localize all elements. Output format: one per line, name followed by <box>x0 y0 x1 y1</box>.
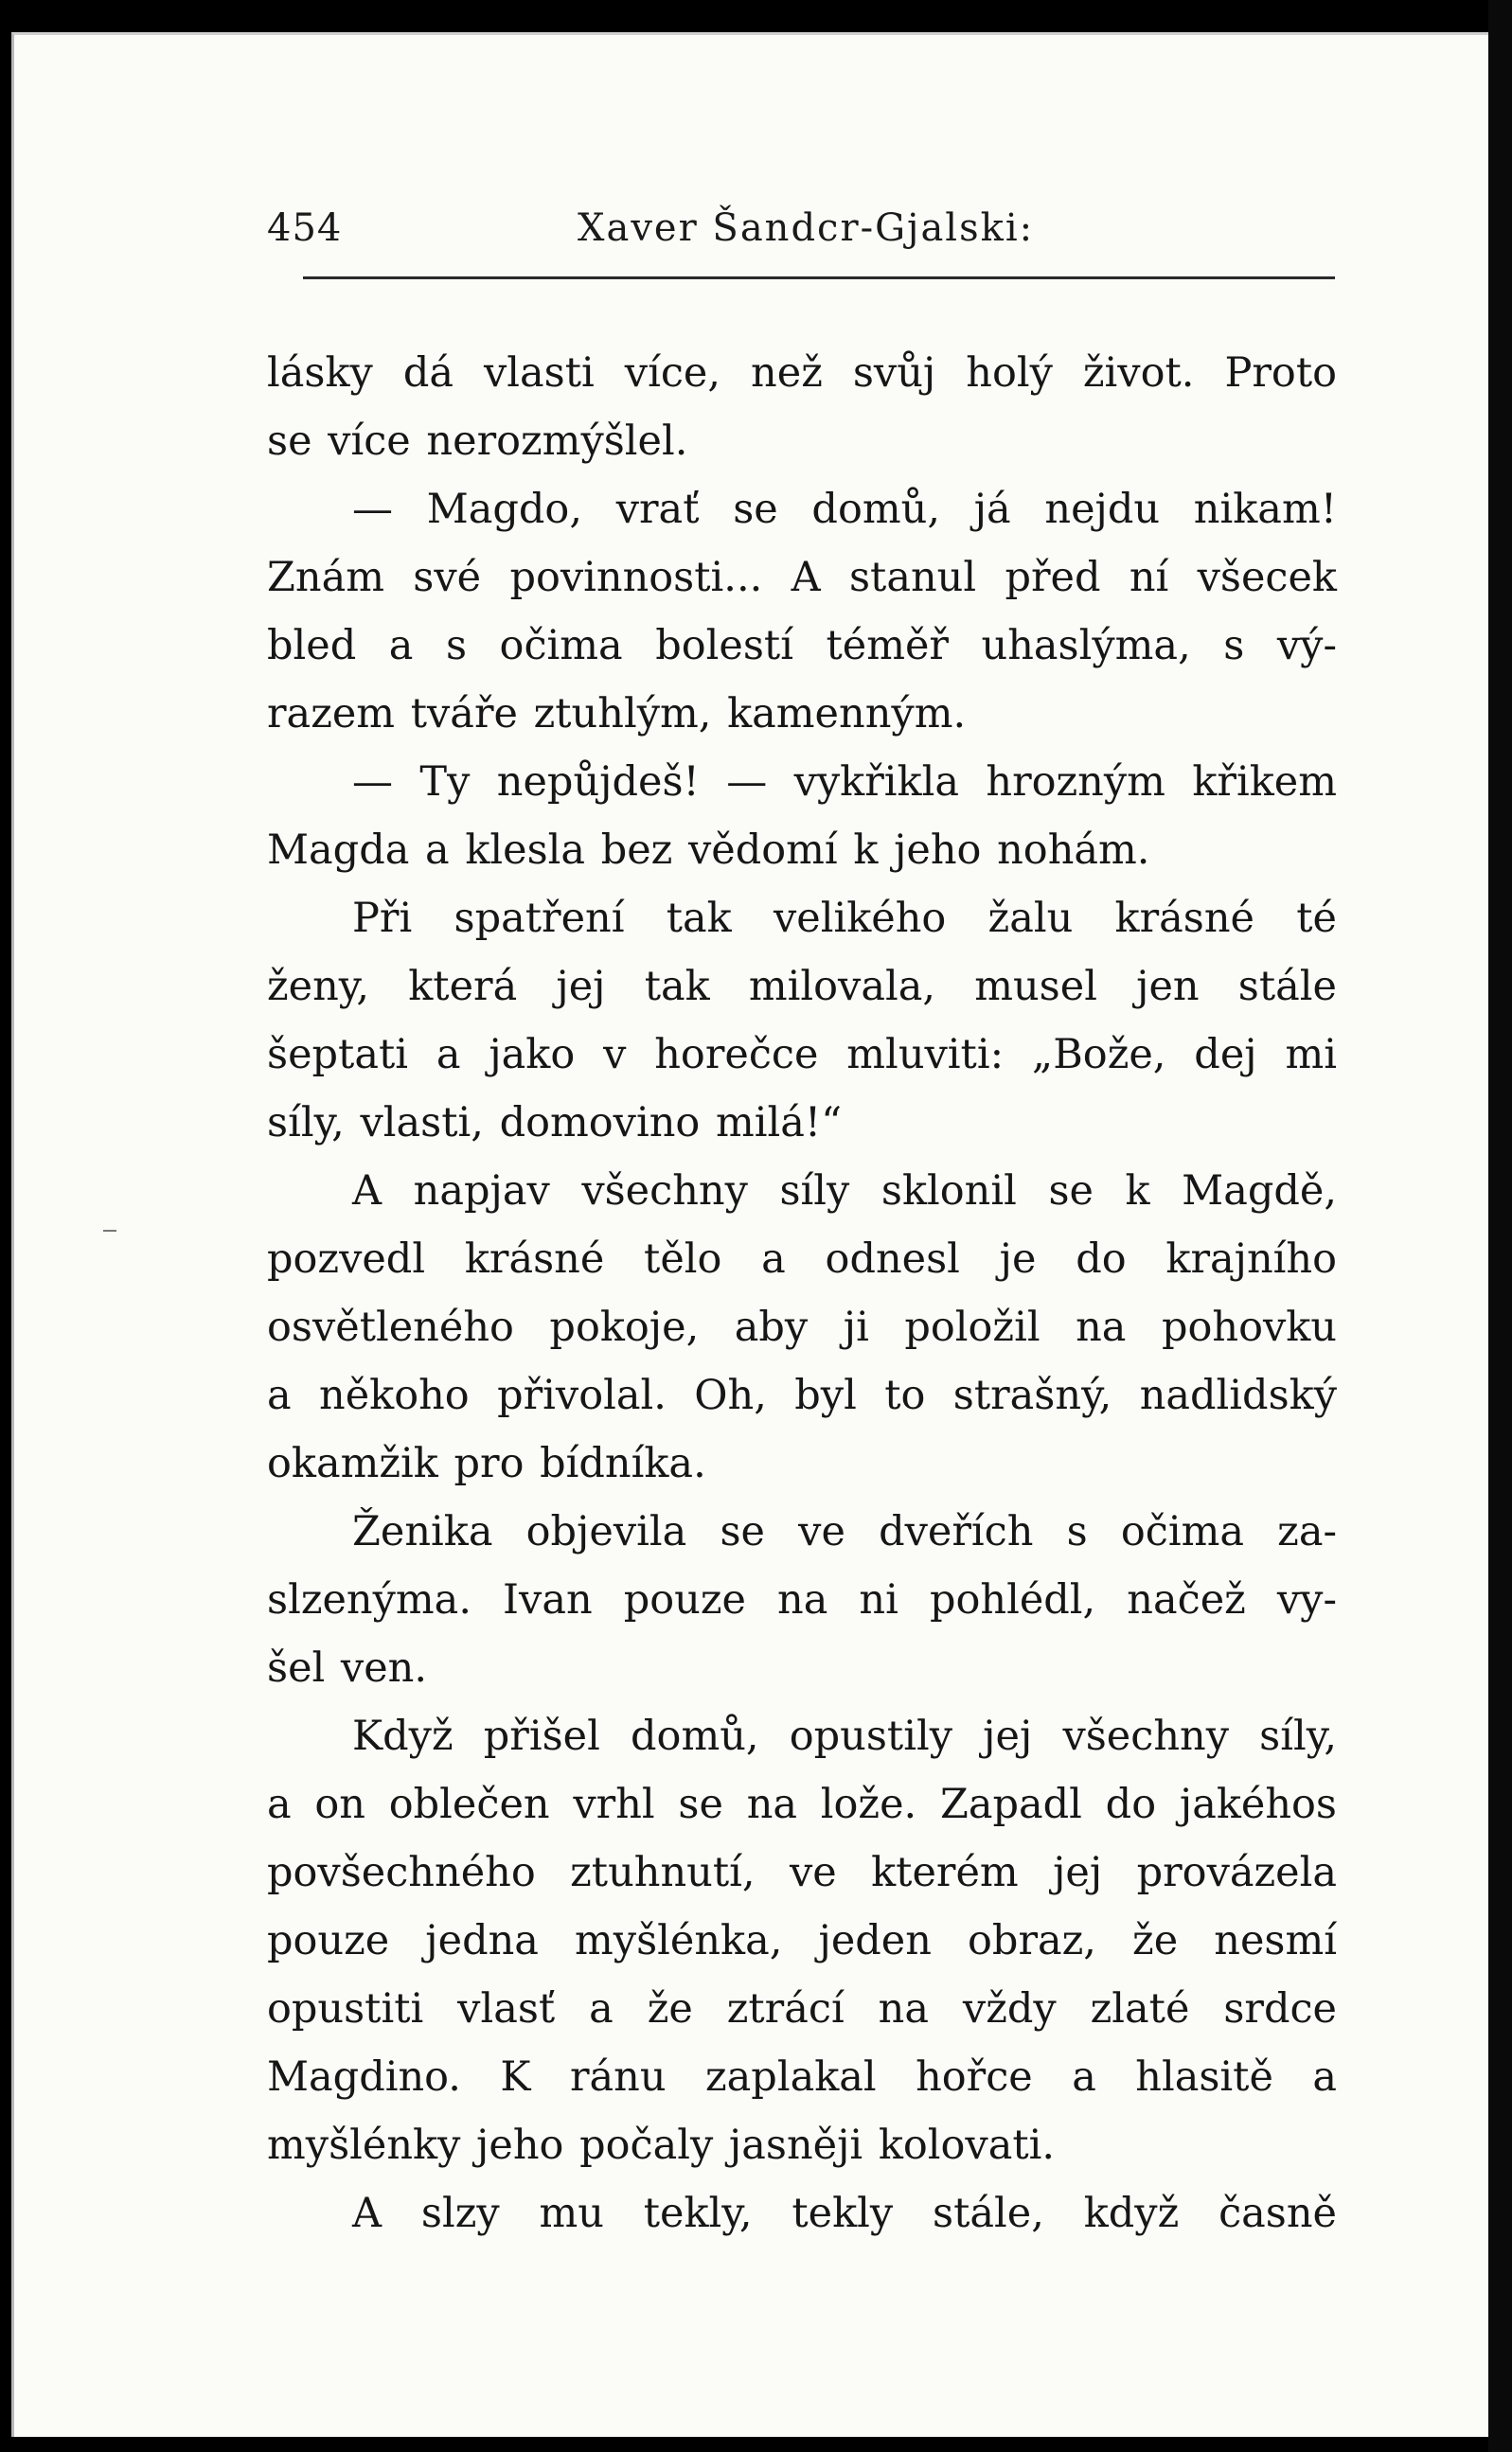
text-line: pouze jedna myšlénka, jeden obraz, že nesmí <box>267 1917 1337 1964</box>
header-rule <box>303 276 1335 279</box>
text-line: okamžik pro bídníka. <box>267 1440 706 1487</box>
text-line: osvětleného pokoje, aby ji položil na pohovku <box>267 1304 1337 1351</box>
text-line: šel ven. <box>267 1644 428 1692</box>
text-line: Magda a klesla bez vědomí k jeho nohám. <box>267 826 1150 874</box>
text-line: — Ty nepůjdeš! — vykřikla hrozným křikem <box>352 758 1337 806</box>
page-number: 454 <box>267 206 343 250</box>
text-line: síly, vlasti, domovino milá!“ <box>267 1099 843 1146</box>
text-line: povšechného ztuhnutí, ve kterém jej provázela <box>267 1849 1337 1896</box>
text-line: A slzy mu tekly, tekly stále, když časně <box>352 2190 1337 2237</box>
text-line: slzenýma. Ivan pouze na ni pohlédl, načež vy- <box>267 1576 1337 1624</box>
text-line: Ženika objevila se ve dveřích s očima za- <box>352 1508 1337 1555</box>
text-line: šeptati a jako v horečce mluviti: „Bože, dej mi <box>267 1031 1337 1078</box>
text-line: a někoho přivolal. Oh, byl to strašný, nadlidský <box>267 1372 1337 1419</box>
text-line: myšlénky jeho počaly jasněji kolovati. <box>267 2122 1056 2169</box>
running-header <box>256 206 1335 263</box>
scan-right-edge <box>1488 0 1512 2452</box>
body-text <box>267 339 1337 2248</box>
text-line: a on oblečen vrhl se na lože. Zapadl do jakéhos <box>267 1781 1337 1828</box>
text-line: Magdino. K ránu zaplakal hořce a hlasitě a <box>267 2053 1337 2101</box>
text-line: Znám své povinnosti... A stanul před ní všecek <box>267 554 1337 601</box>
scan-speck <box>103 1230 116 1232</box>
text-line: A napjav všechny síly sklonil se k Magdě, <box>352 1167 1337 1215</box>
text-line: — Magdo, vrať se domů, já nejdu nikam! <box>352 486 1337 533</box>
text-line: razem tváře ztuhlým, kamenným. <box>267 690 967 737</box>
text-line: opustiti vlasť a že ztrácí na vždy zlaté srdce <box>267 1985 1337 2033</box>
text-line: pozvedl krásné tělo a odnesl je do krajního <box>267 1235 1337 1283</box>
text-line: bled a s očima bolestí téměř uhaslýma, s vý- <box>267 622 1337 669</box>
text-line: Když přišel domů, opustily jej všechny síly, <box>352 1713 1337 1760</box>
text-line: lásky dá vlasti více, než svůj holý život. Proto <box>267 349 1337 397</box>
running-title: Xaver Šandcr-Gjalski: <box>578 206 1035 250</box>
text-line: Při spatření tak velikého žalu krásné té <box>352 895 1337 942</box>
text-line: se více nerozmýšlel. <box>267 418 688 465</box>
text-line: ženy, která jej tak milovala, musel jen stále <box>267 963 1337 1010</box>
